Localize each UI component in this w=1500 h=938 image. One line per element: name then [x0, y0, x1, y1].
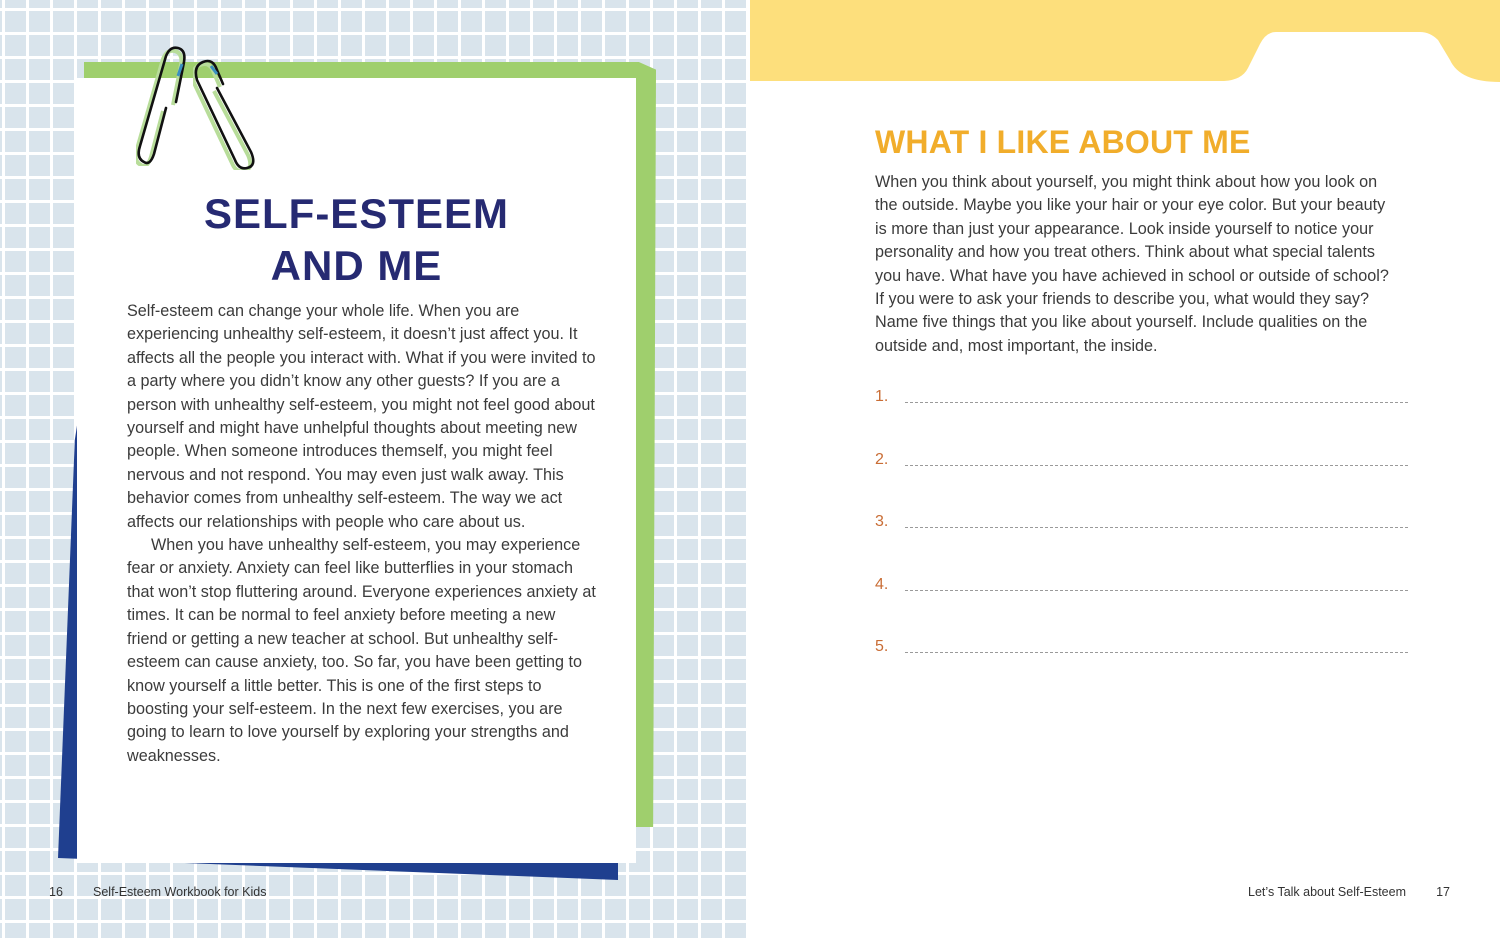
list-item — [875, 576, 1408, 639]
paperclip-icon — [136, 42, 196, 166]
card-paragraph: Self-esteem can change your whole life. When you are experiencing unhealthy self-esteem, it doesn’t just affect you. It affects all the people you interact with. What if you were invited to a party where you didn’t know any other guests? If you are a person with unhealthy self-esteem, you might not feel good about yourself and might have unhelpful thoughts about meeting new people. When someone introduces themself, you might feel nervous and not respond. You may even just walk away. This behavior comes from unhealthy self-esteem. The way we act affects our relationships with people who care about us. — [127, 302, 596, 531]
list-item — [875, 638, 1408, 701]
paperclip-icon — [193, 58, 265, 170]
card-title — [77, 188, 636, 292]
write-in-line-4[interactable] — [905, 590, 1408, 591]
section-title: WHAT I LIKE ABOUT ME — [875, 124, 1251, 160]
list-number: 3. — [875, 513, 889, 530]
list-number: 1. — [875, 388, 889, 405]
list-number: 5. — [875, 638, 889, 655]
running-chapter-title: Let’s Talk about Self-Esteem — [1248, 885, 1406, 899]
write-in-line-2[interactable] — [905, 465, 1408, 466]
five-things-list — [875, 388, 1408, 701]
section-body-text: When you think about yourself, you might think about how you look on the outside. Maybe you like your hair or your eye color. But your beauty is more than just your appearance. Look inside yourself to notice your personality and how you treat others. Think about what special talents you have. What have you have achieved in school or outside of school? If you were to ask your friends to describe you, what would they say? Name five things that you like about yourself. Include qualities on the outside and, most important, the inside. — [875, 173, 1389, 355]
list-number: 2. — [875, 450, 889, 468]
card-title-line-2: AND ME — [270, 242, 443, 289]
page-number: 16 — [49, 885, 63, 899]
write-in-line-5[interactable] — [905, 652, 1408, 653]
write-in-line-3[interactable] — [905, 527, 1408, 528]
left-page — [0, 0, 748, 938]
card-body-text — [127, 300, 597, 768]
page-number: 17 — [1436, 885, 1450, 899]
card-title-line-1: SELF-ESTEEM — [203, 190, 510, 237]
write-in-line-1[interactable] — [905, 402, 1408, 403]
running-book-title: Self-Esteem Workbook for Kids — [93, 885, 267, 899]
card-paragraph: When you have unhealthy self-esteem, you may experience fear or anxiety. Anxiety can feel like butterflies in your stomach that won’t stop fluttering around. Everyone experiences anxiety at times. It can be normal to feel anxiety before meeting a new friend or getting a new teacher at school. But unhealthy self-esteem can cause anxiety, too. So far, you have been getting to know yourself a little better. This is one of the first steps to boosting your self-esteem. In the next few exercises, you are going to learn to love yourself by exploring your strengths and weaknesses. — [127, 536, 596, 765]
list-item — [875, 451, 1408, 514]
list-number: 4. — [875, 575, 889, 593]
list-item — [875, 388, 1408, 451]
right-page — [748, 0, 1500, 938]
folder-tab-banner — [748, 0, 1500, 84]
list-item — [875, 513, 1408, 576]
